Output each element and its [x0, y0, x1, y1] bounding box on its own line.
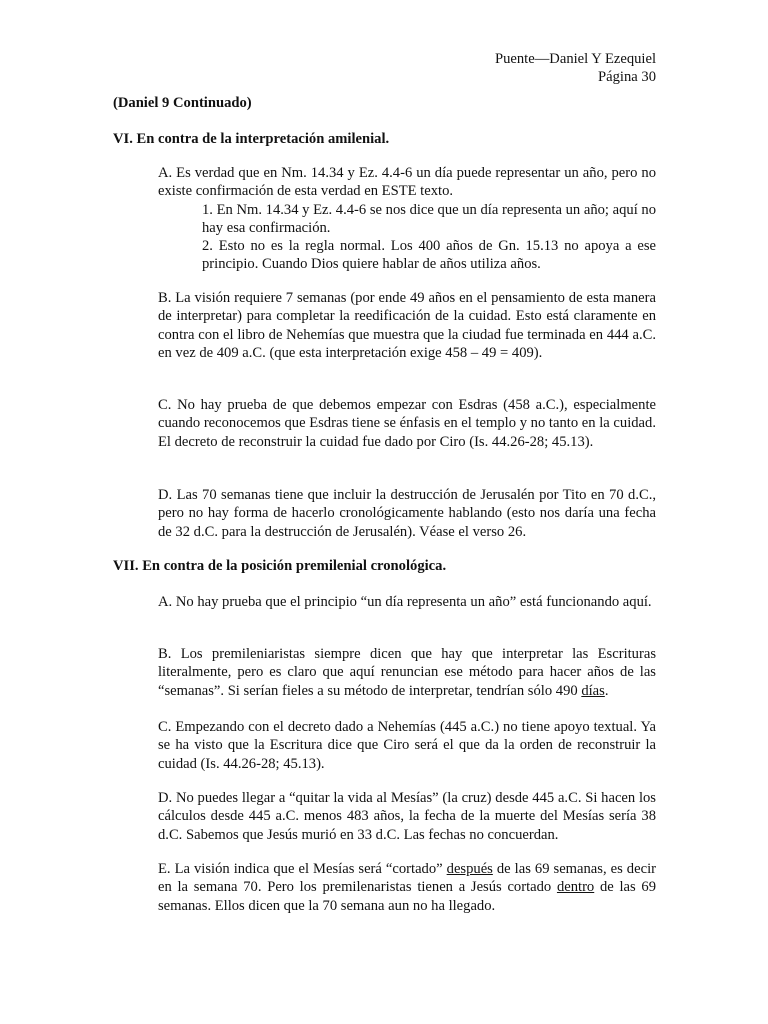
underlined-word-despues: después — [446, 861, 493, 877]
paragraph-vi-a-1: 1. En Nm. 14.34 y Ez. 4.4-6 se nos dice que un día representa un año; aquí no hay esa confirmación. — [202, 202, 656, 237]
paragraph-vi-a: A. Es verdad que en Nm. 14.34 y Ez. 4.4-6 un día puede representar un año, pero no existe confirmación de esta verdad en ESTE texto. — [158, 165, 656, 200]
paragraph-vi-c: C. No hay prueba de que debemos empezar con Esdras (458 a.C.), especialmente cuando reconocemos que Esdras tiene se énfasis en el templo y no tanto en la cuidad. El decreto de reconstruir la cuidad fue dado por Ciro (Is. 44.26-28; 45.13). — [158, 397, 656, 450]
page-header — [495, 50, 656, 86]
page-number: Página 30 — [598, 69, 656, 85]
section-heading-vi: VI. En contra de la interpretación amilenial. — [113, 131, 390, 147]
paragraph-vii-e — [158, 860, 656, 915]
paragraph-vi-d: D. Las 70 semanas tiene que incluir la destrucción de Jerusalén por Tito en 70 d.C., pero no hay forma de hacerlo cronológicamente hablando (esto nos daría una fecha de 32 d.C. para la destrucción de Jerusalén). Véase el verso 26. — [158, 487, 656, 540]
header-title: Puente—Daniel Y Ezequiel — [494, 51, 656, 67]
paragraph-vi-b: B. La visión requiere 7 semanas (por ende 49 años en el pensamiento de esta manera de interpretar) para completar la reedificación de la cuidad. Esto está claramente en contra con el libro de Nehemías que muestra que la ciudad fue terminada en 444 a.C. en vez de 409 a.C. (que esta interpretación exige 458 – 49 = 409). — [158, 290, 656, 362]
paragraph-vii-e-text-1: E. La visión indica que el Mesías será “cortado” — [158, 861, 447, 877]
underlined-word-dentro: dentro — [556, 879, 595, 896]
paragraph-vii-e-text-2: de las 69 semanas, es decir en la semana 70. Pero los premilenaristas tienen a Jesús cortado — [158, 861, 656, 896]
paragraph-vii-b — [158, 645, 656, 700]
underlined-word-dias: días — [581, 682, 605, 699]
paragraph-vii-d: D. No puedes llegar a “quitar la vida al Mesías” (la cruz) desde 445 a.C. Si hacen los cálculos desde 445 a.C. menos 483 años, la fecha de la muerte del Mesías sería 38 d.C. Sabemos que Jesús murió en 33 d.C. Las fechas no concuerdan. — [158, 790, 656, 843]
section-heading-vii: VII. En contra de la posición premilenial cronológica. — [113, 558, 447, 574]
paragraph-vii-b-end: . — [604, 682, 609, 699]
chapter-subtitle: (Daniel 9 Continuado) — [113, 95, 252, 111]
paragraph-vii-c: C. Empezando con el decreto dado a Nehemías (445 a.C.) no tiene apoyo textual. Ya se ha visto que la Escritura dice que Ciro será el que da la orden de reconstruir la cuidad (Is. 44.26-28; 45.13). — [158, 719, 656, 772]
paragraph-vi-a-2: 2. Esto no es la regla normal. Los 400 años de Gn. 15.13 no apoya a ese principio. Cuando Dios quiere hablar de años utiliza años. — [202, 238, 656, 273]
paragraph-vii-e-text-3: de las 69 semanas. Ellos dicen que la 70 semana aun no ha llegado. — [158, 879, 656, 914]
paragraph-vii-b-text: B. Los premileniaristas siempre dicen que hay que interpretar las Escrituras literalmente, pero es claro que aquí renuncian ese método para hacer años de las “semanas”. Si serían fieles a su método de interpretar, tendrían sólo 490 — [158, 646, 656, 699]
paragraph-vii-a: A. No hay prueba que el principio “un día representa un año” está funcionando aquí. — [158, 594, 652, 610]
